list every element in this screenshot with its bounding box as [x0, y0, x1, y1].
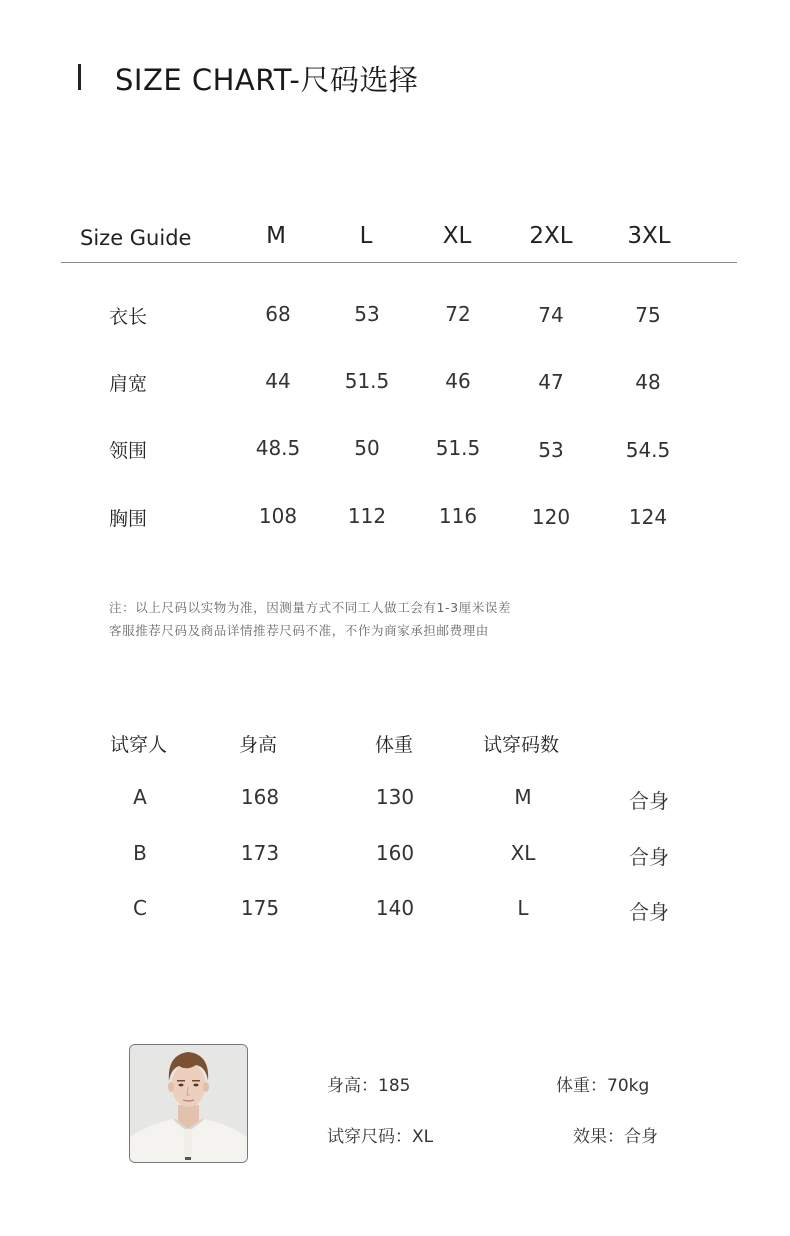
table-cell: 54.5	[625, 438, 671, 462]
fit-header-size: 试穿码数	[483, 734, 560, 756]
table-cell: 74	[538, 303, 564, 327]
model-height: 身高：185	[327, 1076, 411, 1096]
title-accent-bar	[78, 64, 81, 90]
fit-weight: 140	[375, 896, 415, 920]
size-header-xl: XL	[442, 223, 472, 249]
row-label-chest: 胸围	[109, 508, 148, 530]
fit-weight: 160	[375, 841, 415, 865]
row-label-shoulder: 肩宽	[109, 373, 148, 395]
size-header-m: M	[266, 223, 286, 249]
table-cell: 46	[445, 369, 471, 393]
fit-person: C	[133, 896, 147, 920]
fit-result: 合身	[629, 900, 669, 924]
table-cell: 51.5	[344, 369, 390, 393]
fit-size: L	[517, 896, 529, 920]
row-label-length: 衣长	[109, 306, 148, 328]
size-note-line-1: 注：以上尺码以实物为准，因测量方式不同工人做工会有1-3厘米误差	[109, 600, 512, 615]
size-guide-label: Size Guide	[80, 226, 192, 250]
table-cell: 53	[354, 302, 380, 326]
fit-height: 175	[240, 896, 280, 920]
fit-person: A	[133, 785, 147, 809]
model-size: 试穿尺码：XL	[327, 1127, 434, 1147]
model-portrait-illustration	[130, 1045, 247, 1162]
table-cell: 48	[635, 370, 661, 394]
table-cell: 48.5	[255, 436, 301, 460]
table-cell: 68	[265, 302, 291, 326]
fit-weight: 130	[375, 785, 415, 809]
table-divider	[61, 262, 737, 263]
size-header-3xl: 3XL	[627, 223, 671, 249]
table-cell: 72	[445, 302, 471, 326]
fit-height: 168	[240, 785, 280, 809]
table-cell: 116	[438, 504, 478, 528]
row-label-neck: 领围	[109, 440, 148, 462]
model-photo	[129, 1044, 248, 1163]
fit-size: M	[514, 785, 532, 809]
table-cell: 47	[538, 370, 564, 394]
page-title: SIZE CHART-尺码选择	[115, 63, 419, 97]
fit-height: 173	[240, 841, 280, 865]
table-cell: 75	[635, 303, 661, 327]
fit-header-weight: 体重	[375, 734, 414, 756]
table-cell: 51.5	[435, 436, 481, 460]
model-effect: 效果：合身	[573, 1127, 658, 1147]
fit-person: B	[133, 841, 147, 865]
table-cell: 50	[354, 436, 380, 460]
size-note-line-2: 客服推荐尺码及商品详情推荐尺码不准，不作为商家承担邮费理由	[109, 623, 489, 638]
table-cell: 108	[258, 504, 298, 528]
fit-result: 合身	[629, 845, 669, 869]
table-cell: 124	[628, 505, 668, 529]
size-header-l: L	[359, 223, 373, 249]
table-cell: 112	[347, 504, 387, 528]
table-cell: 120	[531, 505, 571, 529]
fit-size: XL	[510, 841, 536, 865]
fit-result: 合身	[629, 789, 669, 813]
size-header-2xl: 2XL	[529, 223, 573, 249]
table-cell: 44	[265, 369, 291, 393]
table-cell: 53	[538, 438, 564, 462]
fit-header-person: 试穿人	[110, 734, 168, 756]
model-weight: 体重：70kg	[556, 1076, 650, 1096]
fit-header-height: 身高	[239, 734, 278, 756]
